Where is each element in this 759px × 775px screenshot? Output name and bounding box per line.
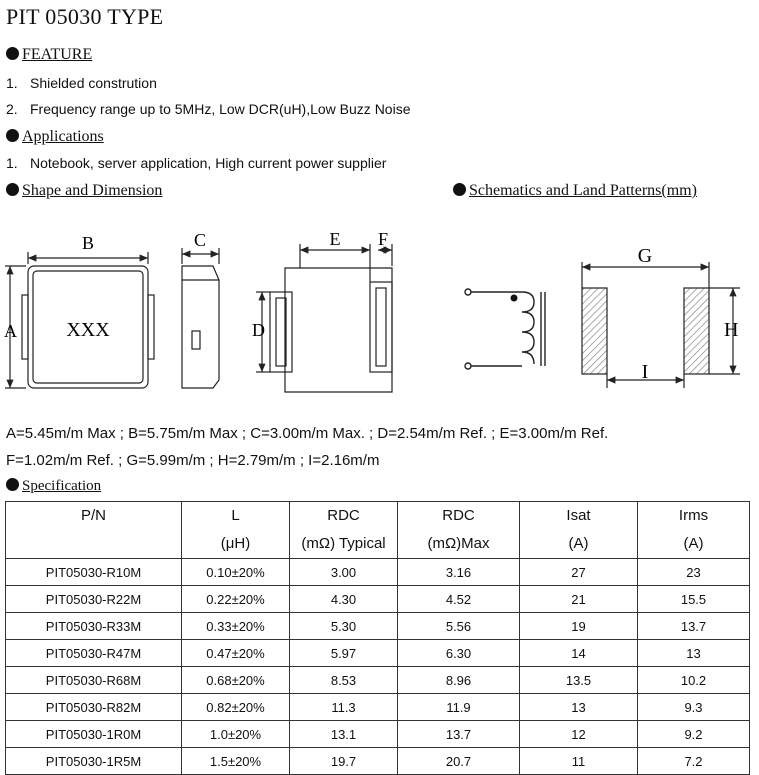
table-row: PIT05030-R68M 0.68±20% 8.53 8.96 13.5 10.2 bbox=[6, 667, 750, 694]
page-title: PIT 05030 TYPE bbox=[6, 4, 164, 29]
dimensions-line-1: A=5.45m/m Max ; B=5.75m/m Max ; C=3.00m/m Max. ; D=2.54m/m Ref. ; E=3.00m/m Ref. bbox=[6, 425, 609, 442]
schematics-heading: Schematics and Land Patterns(mm) bbox=[453, 182, 697, 200]
label-d: D bbox=[252, 320, 265, 340]
label-a: A bbox=[4, 321, 17, 341]
side-view-drawing bbox=[182, 248, 219, 388]
table-row: PIT05030-1R5M 1.5±20% 19.7 20.7 11 7.2 bbox=[6, 748, 750, 775]
applications-heading: Applications bbox=[6, 128, 104, 146]
bullet-icon bbox=[6, 47, 19, 60]
feature-item: 1. Shielded constrution bbox=[6, 75, 157, 91]
col-header-isat: Isat (A) bbox=[520, 502, 638, 559]
label-h: H bbox=[724, 319, 739, 341]
label-c: C bbox=[193, 230, 207, 250]
table-row: PIT05030-R82M 0.82±20% 11.3 11.9 13 9.3 bbox=[6, 694, 750, 721]
table-header-row bbox=[6, 502, 750, 559]
bullet-icon bbox=[453, 183, 466, 196]
dimension-drawings bbox=[0, 200, 759, 400]
application-item: 1. Notebook, server application, High current power supplier bbox=[6, 155, 387, 171]
table-row: PIT05030-1R0M 1.0±20% 13.1 13.7 12 9.2 bbox=[6, 721, 750, 748]
bottom-view-drawing bbox=[256, 244, 392, 392]
part-marking: XXX bbox=[66, 319, 110, 341]
label-e: E bbox=[329, 229, 341, 249]
bullet-icon bbox=[6, 478, 19, 491]
table-row: PIT05030-R22M 0.22±20% 4.30 4.52 21 15.5 bbox=[6, 586, 750, 613]
bullet-icon bbox=[6, 183, 19, 196]
label-i: I bbox=[641, 361, 649, 383]
col-header-rdc-typical: RDC (mΩ) Typical bbox=[290, 502, 398, 559]
col-header-rdc-max: RDC (mΩ)Max bbox=[398, 502, 520, 559]
col-header-pn: P/N bbox=[6, 502, 182, 559]
specification-table bbox=[5, 501, 750, 775]
label-b: B bbox=[81, 233, 95, 253]
col-header-irms: Irms (A) bbox=[638, 502, 750, 559]
feature-item: 2. Frequency range up to 5MHz, Low DCR(uH),Low Buzz Noise bbox=[6, 101, 411, 117]
table-row: PIT05030-R47M 0.47±20% 5.97 6.30 14 13 bbox=[6, 640, 750, 667]
dimensions-line-2: F=1.02m/m Ref. ; G=5.99m/m ; H=2.79m/m ; I=2.16m/m bbox=[6, 452, 380, 469]
bullet-icon bbox=[6, 129, 19, 142]
inductor-schematic bbox=[465, 289, 545, 369]
feature-heading: FEATURE bbox=[6, 46, 92, 64]
table-row: PIT05030-R10M 0.10±20% 3.00 3.16 27 23 bbox=[6, 559, 750, 586]
table-row: PIT05030-R33M 0.33±20% 5.30 5.56 19 13.7 bbox=[6, 613, 750, 640]
specification-heading: Specification bbox=[6, 478, 101, 495]
shape-heading: Shape and Dimension bbox=[6, 182, 162, 200]
polarity-dot-icon bbox=[511, 295, 518, 302]
label-g: G bbox=[637, 245, 653, 267]
label-f: F bbox=[377, 229, 389, 249]
land-pattern-drawing bbox=[582, 262, 740, 388]
col-header-l: L (μH) bbox=[182, 502, 290, 559]
